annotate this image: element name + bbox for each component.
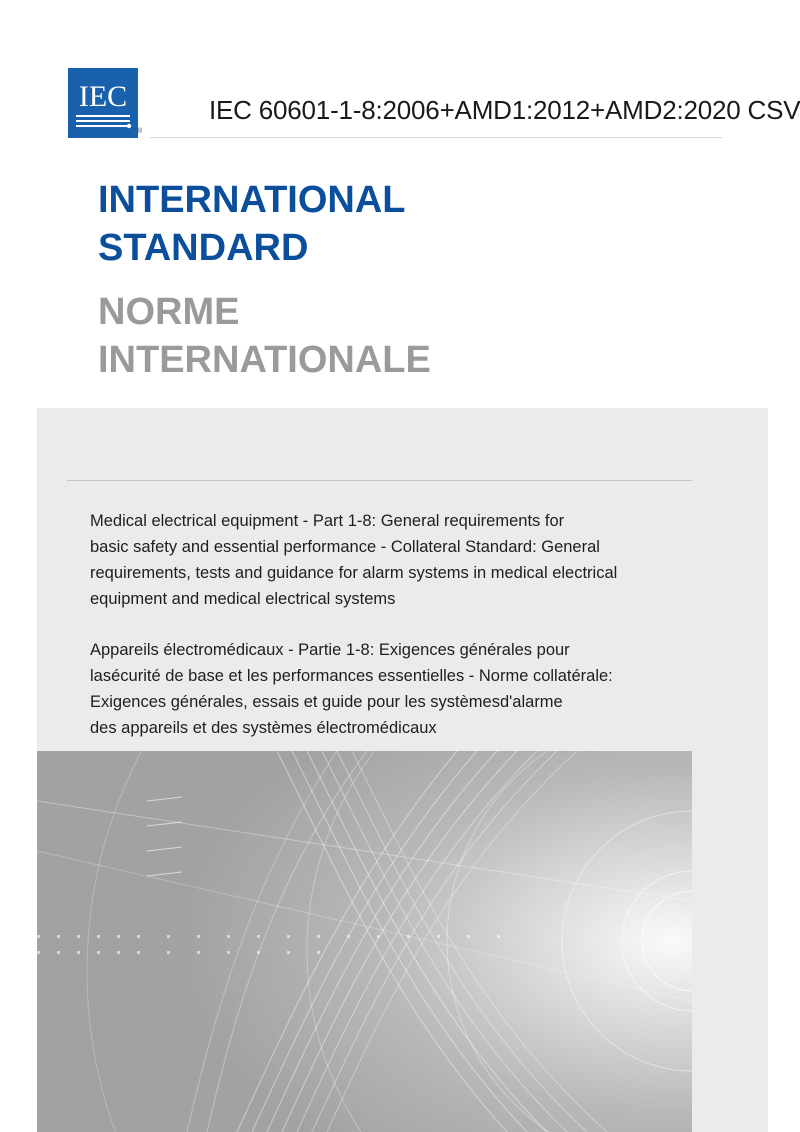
registered-mark: ® <box>137 128 143 135</box>
title-english-line1: INTERNATIONAL <box>98 179 406 221</box>
description-english-line: basic safety and essential performance - Collateral Standard: General <box>90 538 600 556</box>
title-french-line2: INTERNATIONALE <box>98 339 431 381</box>
iec-logo-text: IEC <box>78 80 128 113</box>
description-french-line: des appareils et des systèmes électromédicaux <box>90 719 437 737</box>
description-french-line: Appareils électromédicaux - Partie 1-8: Exigences générales pour <box>90 641 570 659</box>
document-code: IEC 60601-1-8:2006+AMD1:2012+AMD2:2020 CSV <box>209 95 800 125</box>
title-english-line2: STANDARD <box>98 227 309 269</box>
header-divider <box>150 137 722 138</box>
description-english-line: Medical electrical equipment - Part 1-8: General requirements for <box>90 512 565 530</box>
title-french <box>98 288 431 384</box>
panel-divider <box>67 480 692 481</box>
description-english-line: requirements, tests and guidance for alarm systems in medical electrical <box>90 564 618 582</box>
description-french-line: Exigences générales, essais et guide pour les systèmesd'alarme <box>90 693 563 711</box>
description-english <box>90 508 690 612</box>
title-english <box>98 176 406 272</box>
cover-artwork <box>37 751 692 1132</box>
description-french-line: lasécurité de base et les performances essentielles - Norme collatérale: <box>90 667 613 685</box>
description-french <box>90 637 690 741</box>
description-english-line: equipment and medical electrical systems <box>90 590 396 608</box>
iec-logo <box>68 68 138 138</box>
title-french-line1: NORME <box>98 291 240 333</box>
